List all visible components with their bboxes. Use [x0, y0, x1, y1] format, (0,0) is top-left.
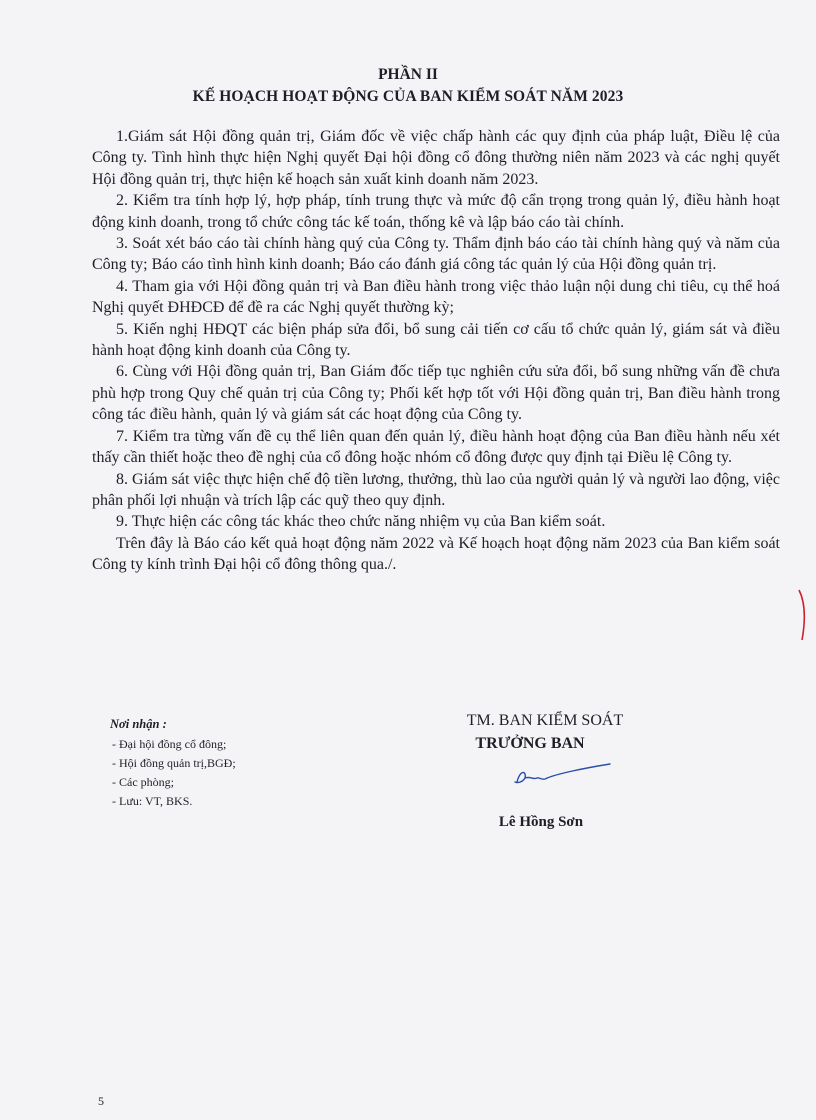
paragraph: 6. Cùng với Hội đồng quản trị, Ban Giám đốc tiếp tục nghiên cứu sửa đổi, bổ sung những vấn đề chưa phù hợp trong Quy chế quản trị của Công ty; Phối kết hợp tốt với Hội đồng quản trị, Ban điều hành trong công tác điều hành, quản lý và giám sát các hoạt động của Công ty.	[92, 363, 780, 424]
signatory-role: TRƯỞNG BAN	[475, 735, 585, 752]
page-number: 5	[98, 1094, 104, 1108]
paragraph: 3. Soát xét báo cáo tài chính hàng quý của Công ty. Thẩm định báo cáo tài chính hàng quý và năm của Công ty; Báo cáo tình hình kinh doanh; Báo cáo đánh giá công tác quản lý của Hội đồng quản trị.	[92, 235, 780, 274]
closing-paragraph: Trên đây là Báo cáo kết quả hoạt động năm 2022 và Kế hoạch hoạt động năm 2023 của Ban kiểm soát Công ty kính trình Đại hội cổ đông thông qua./.	[92, 534, 780, 574]
margin-ink-mark	[796, 588, 810, 644]
paragraph: 9. Thực hiện các công tác khác theo chức năng nhiệm vụ của Ban kiểm soát.	[116, 513, 606, 531]
paragraph: 1.Giám sát Hội đồng quản trị, Giám đốc về việc chấp hành các quy định của pháp luật, Điều lệ của Công ty. Tình hình thực hiện Nghị quyết Đại hội đồng cổ đông thường niên năm 2023 và các nghị quyết Hội đồng quản trị, thực hiện kế hoạch sản xuất kinh doanh năm 2023.	[92, 128, 780, 188]
recipients-title: Nơi nhận :	[110, 717, 167, 731]
signatory-organization: TM. BAN KIỂM SOÁT	[466, 712, 624, 729]
recipient-item: - Đại hội đồng cổ đông;	[112, 735, 236, 754]
recipients-list	[110, 735, 236, 811]
plan-body	[92, 126, 780, 576]
paragraph: 4. Tham gia với Hội đồng quản trị và Ban điều hành trong việc thảo luận nội dung chi tiêu, cụ thể hoá Nghị quyết ĐHĐCĐ để đề ra các Nghị quyết thường kỳ;	[92, 277, 780, 317]
document-title: KẾ HOẠCH HOẠT ĐỘNG CỦA BAN KIỂM SOÁT NĂM 2023	[192, 88, 624, 105]
recipient-item: - Các phòng;	[112, 773, 236, 792]
signatory-name: Lê Hồng Sơn	[498, 814, 584, 830]
paragraph: 2. Kiểm tra tính hợp lý, hợp pháp, tính trung thực và mức độ cẩn trọng trong quản lý, điều hành hoạt động kinh doanh, trong tổ chức công tác kế toán, thống kê và lập báo cáo tài chính.	[92, 192, 780, 231]
paragraph: 7. Kiểm tra từng vấn đề cụ thể liên quan đến quản lý, điều hành hoạt động của Ban điều hành nếu xét thấy cần thiết hoặc theo đề nghị của cổ đông hoặc nhóm cổ đông được quy định tại Điều lệ Công ty.	[92, 427, 780, 467]
paragraph: 8. Giám sát việc thực hiện chế độ tiền lương, thưởng, thù lao của người quản lý và người lao động, việc phân phối lợi nhuận và trích lập các quỹ theo quy định.	[92, 470, 780, 509]
paragraph: 5. Kiến nghị HĐQT các biện pháp sửa đổi, bổ sung cải tiến cơ cấu tổ chức quản lý, giám sát và điều hành hoạt động kinh doanh của Công ty.	[92, 320, 780, 360]
recipient-item: - Lưu: VT, BKS.	[112, 792, 236, 811]
handwritten-signature	[505, 760, 615, 796]
part-heading: PHẦN II	[378, 66, 438, 83]
recipient-item: - Hội đồng quản trị,BGĐ;	[112, 754, 236, 773]
recipients-block	[110, 715, 236, 811]
